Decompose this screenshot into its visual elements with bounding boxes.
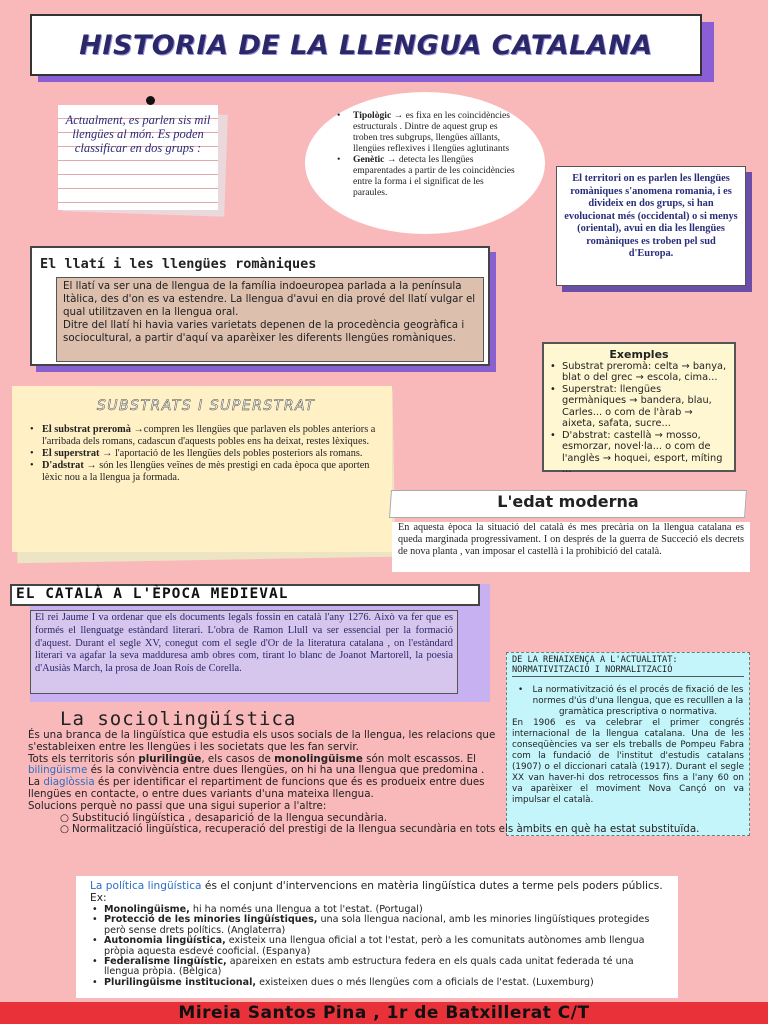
list-item: ○ Normalització lingüística, recuperació del prestigi de la llengua secundària en tots els àmbits en què ha estat substituïda. (60, 824, 760, 836)
socio-heading: La sociolingüística (60, 708, 297, 730)
list-item: • El superstrat → l'aportació de les llengües dels pobles posteriors als romans. (30, 448, 382, 460)
territori-box: El territori on es parlen les llengües romàniques s'anomena romania, i es divideix en dos grups, si han evolucionat més (occidental) o si menys (oriental), avui en dia les llengües romàniques es troben pel sud d'Europa. (556, 166, 746, 286)
oval-item-tipologic: • Tipològic → es fixa en les coincidències estructurals . Dintre de aquest grup es troben tres subgrups, llengües aïllants, llengües reflexives i llengües aglutinants (329, 110, 519, 154)
socio-paragraph: La diaglòssia és per identificar el repartiment de funcions que és es produeix entre dues llengües en contacte, o entre dues variants d'una mateixa llengua. (28, 776, 485, 800)
llati-paragraph: El llatí va ser una de llengua de la família indoeuropea parlada a la península Itàlica, des d'on es va estendre. La llengua d'avui en dia prové del llatí vulgar el qual utilitzaven en la llengua oral. (63, 280, 476, 318)
socio-body (28, 730, 750, 836)
sticky-note: Actualment, es parlen sis mil llengües al món. Es poden classificar en dos grups : (58, 105, 218, 210)
list-item: • El substrat preromà →compren les llengües que parlaven els pobles anteriors a l'arribada dels romans, cadascun d'aquests pobles ens ha deixat, restes lèxiques. (30, 424, 382, 448)
list-item: • Substrat preromà: celta → banya, blat o del grec → escola, cima... (550, 361, 728, 384)
socio-paragraph: Tots els territoris són plurilingüe, els casos de monolingüisme són molt escassos. El bilingüisme és la convivència entre dues llengües, on hi ha una llengua que predomina . (28, 752, 485, 777)
list-item: • Superstrat: llengües germàniques → bandera, blau, Carles... o com de l'àrab → aixeta, safata, sucre... (550, 384, 728, 430)
medieval-heading: EL CATALÀ A L'ÈPOCA MEDIEVAL (16, 586, 289, 602)
moderna-heading: L'edat moderna (497, 492, 639, 511)
politica-box (76, 876, 678, 998)
medieval-body: El rei Jaume I va ordenar que els documents legals fossin en català l'any 1276. Això va fer que es formés el llenguatge estàndard literari. L'obra de Ramon Llull va ser essencial per la formació d'aquest. Durant el segle XV, conegut com el segle d'Or de la literatura catalana , on l'estàndard literari va agafar la seva madduresa amb obres com, tirant lo blanc de Joanot Martorell, la poesia d'Ausiàs March, la prosa de Joan Roís de Corella. (30, 610, 458, 694)
title-banner (30, 14, 702, 76)
list-item: ○ Substitució lingüística , desaparició de la llengua secundària. (60, 813, 760, 825)
author-footer: Mireia Santos Pina , 1r de Batxillerat C/T (0, 1002, 768, 1024)
list-item: • Autonomia lingüística, existeix una llengua oficial a tot l'estat, però a les comunitats autònomes amb llengua pròpia aquesta esdevé cooficial. (Espanya) (90, 936, 664, 957)
list-item: • D'adstrat → són les llengües veïnes de mès prestigi en cada època que aporten lèxic nou a la llengua ja formada. (30, 460, 382, 484)
exemples-box (542, 342, 736, 475)
renaixenca-heading: DE LA RENAIXENÇA A L'ACTUALITAT: NORMATIVITZACIÓ I NORMALITZACIÓ (512, 655, 744, 677)
classification-oval (305, 92, 545, 234)
llati-paragraph: Ditre del llatí hi havia varies varietats depenen de la procedència geogràfica i sociocultural, a partir d'aquí va aparèixer les diferents llengües romàniques. (63, 319, 465, 344)
list-item: • Plurilingüisme institucional, existeixen dues o més llengües com a oficials de l'estat. (Luxemburg) (90, 978, 664, 988)
list-item: • Federalisme lingüístic, apareixen en estats amb estructura federa en els quals cada unitat federada té una llengua pròpia. (Bèlgica) (90, 957, 664, 978)
llati-body (56, 277, 484, 362)
substrats-note (12, 386, 392, 552)
socio-paragraph: És una branca de la lingüística que estudia els usos socials de la llengua, les relacions que s'estableixen entre les llengües i les societats que les fan servir. (28, 729, 496, 753)
list-item: • Protecció de les minories lingüístiques, una sola llengua nacional, amb les minories lingüístiques protegides però sense drets polítics. (Anglaterra) (90, 915, 664, 936)
oval-item-genetic: • Genètic → detecta les llengües emparentades a partir de les coincidències entre la forma i el significat de les paraules. (329, 154, 519, 198)
llati-heading: El llatí i les llengües romàniques (40, 256, 317, 272)
politica-intro: La política lingüística és el conjunt d'intervencions en matèria lingüística dutes a terme pels poders públics. Ex: (90, 880, 663, 904)
list-item: • Monolingüisme, hi ha només una llengua a tot l'estat. (Portugal) (90, 905, 664, 915)
exemples-heading: Exemples (609, 348, 669, 361)
list-item: • D'abstrat: castellà → mosso, esmorzar, novel·la... o com de l'anglès → hoquei, esport, míting ... (550, 430, 728, 476)
moderna-body: En aquesta època la situació del català és mes precària on la llengua catalana es queda marginada progressivament. I on després de la guerra de Succeció els decrets de nova planta , van imposar el castellà i la prohibició del català. (392, 522, 750, 572)
page-title: HISTORIA DE LA LLENGUA CATALANA (79, 29, 653, 61)
list-item: • La normativització és el procés de fixació de les normes d'ús d'una llengua, que es reculllen a la gramàtica prescriptiva o normativa. (518, 685, 744, 718)
pin-icon (146, 96, 155, 105)
socio-paragraph: Solucions perquè no passi que una sigui superior a l'altre: (28, 799, 327, 812)
renaixenca-body: En 1906 es va celebrar el primer congrés internacional de la llengua catalana. Una de les conseqüències va ser els treballs de Pompeu Fabra com la fundació de l'institut d'estudis catalans (1907) o el diccionari català (1917). Durant el segle XX van haver-hi dos retrocessos fins a l'any 60 on va aparèixer el moviment Nova Cançó on va impulsar el català. (512, 718, 744, 805)
substrats-heading: SUBSTRATS I SUPERSTRAT (96, 398, 316, 414)
